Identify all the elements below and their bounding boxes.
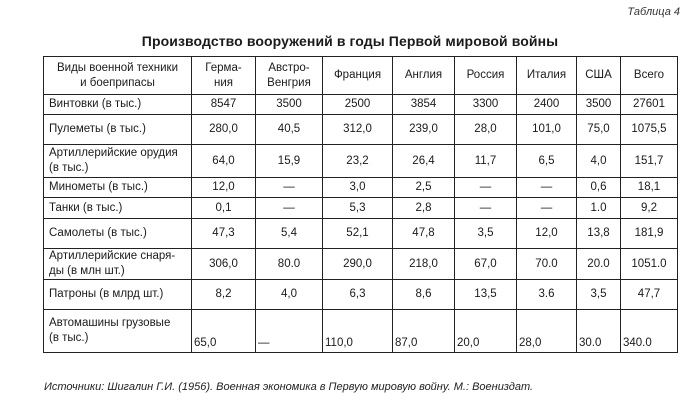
table-cell: 11,7 — [455, 145, 517, 178]
table-cell: 70.0 — [517, 249, 577, 280]
table-cell: 218,0 — [393, 249, 455, 280]
table-cell: 87,0 — [393, 310, 455, 353]
row-label: Артиллерийские снаря- ды (в млн шт.) — [44, 249, 192, 280]
table-cell: 5,4 — [256, 219, 323, 249]
table-cell: 9,2 — [621, 198, 678, 219]
table-title: Производство вооружений в годы Первой мировой войны — [141, 33, 559, 49]
column-header: Франция — [323, 57, 393, 95]
table-cell: 3,0 — [323, 178, 393, 198]
table-row — [44, 178, 678, 198]
table-cell: 30.0 — [577, 310, 621, 353]
table-number-label: Таблица 4 — [627, 6, 680, 18]
column-header: Австро- Венгрия — [256, 57, 323, 95]
table-cell: 101,0 — [517, 115, 577, 145]
table-cell: 47,8 — [393, 219, 455, 249]
table-cell: 18,1 — [621, 178, 678, 198]
table-cell: 75,0 — [577, 115, 621, 145]
source-note: Источники: Шигалин Г.И. (1956). Военная экономика в Первую мировую войну. М.: Воениздат. — [44, 381, 534, 393]
table-cell: 280,0 — [192, 115, 256, 145]
table-row — [44, 115, 678, 145]
table-cell: 13,5 — [455, 280, 517, 310]
row-label: Автомашины грузовые (в тыс.) — [44, 310, 192, 353]
row-label: Винтовки (в тыс.) — [44, 95, 192, 115]
table-row — [44, 145, 678, 178]
table-cell: 6,3 — [323, 280, 393, 310]
table-cell: 47,3 — [192, 219, 256, 249]
table-cell: 3300 — [455, 95, 517, 115]
table-cell: 290,0 — [323, 249, 393, 280]
table-cell: 2,8 — [393, 198, 455, 219]
table-cell: 3854 — [393, 95, 455, 115]
table-cell: 239,0 — [393, 115, 455, 145]
table-cell: 340.0 — [621, 310, 678, 353]
row-label: Минометы (в тыс.) — [44, 178, 192, 198]
table-cell: 26,4 — [393, 145, 455, 178]
table-cell: 2500 — [323, 95, 393, 115]
column-header: Всего — [621, 57, 678, 95]
table-cell: 15,9 — [256, 145, 323, 178]
table-cell: 3500 — [577, 95, 621, 115]
table-cell: 47,7 — [621, 280, 678, 310]
column-header: Италия — [517, 57, 577, 95]
table-row — [44, 280, 678, 310]
table-header-row — [44, 57, 678, 95]
table-cell: 181,9 — [621, 219, 678, 249]
table-cell: 52,1 — [323, 219, 393, 249]
table-cell: 8,2 — [192, 280, 256, 310]
table-cell: — — [256, 310, 323, 353]
table-cell: 2400 — [517, 95, 577, 115]
column-header: Англия — [393, 57, 455, 95]
table-cell: 28,0 — [517, 310, 577, 353]
table-cell: 27601 — [621, 95, 678, 115]
table-cell: 110,0 — [323, 310, 393, 353]
table-cell: 23,2 — [323, 145, 393, 178]
table-cell: 13,8 — [577, 219, 621, 249]
table-cell: 12,0 — [192, 178, 256, 198]
table-cell: 8,6 — [393, 280, 455, 310]
table-cell: 0,1 — [192, 198, 256, 219]
table-cell: 28,0 — [455, 115, 517, 145]
table-cell: 1051.0 — [621, 249, 678, 280]
table-row — [44, 249, 678, 280]
table-cell: 80.0 — [256, 249, 323, 280]
table-cell: — — [517, 178, 577, 198]
table-row — [44, 198, 678, 219]
table-cell: 12,0 — [517, 219, 577, 249]
column-header: США — [577, 57, 621, 95]
table-cell: 4,0 — [256, 280, 323, 310]
table-cell: 1.0 — [577, 198, 621, 219]
table-cell: 5,3 — [323, 198, 393, 219]
table-cell: 3500 — [256, 95, 323, 115]
table-cell: 3.6 — [517, 280, 577, 310]
table-cell: 3,5 — [577, 280, 621, 310]
table-cell: 65,0 — [192, 310, 256, 353]
table-cell: 0,6 — [577, 178, 621, 198]
row-label: Артиллерийские орудия (в тыс.) — [44, 145, 192, 178]
table-row — [44, 95, 678, 115]
table-cell: 20,0 — [455, 310, 517, 353]
row-label: Пулеметы (в тыс.) — [44, 115, 192, 145]
table-cell: 64,0 — [192, 145, 256, 178]
table-cell: 2,5 — [393, 178, 455, 198]
table-cell: — — [517, 198, 577, 219]
table-cell: — — [256, 178, 323, 198]
table-cell: — — [455, 178, 517, 198]
row-label: Танки (в тыс.) — [44, 198, 192, 219]
row-label: Самолеты (в тыс.) — [44, 219, 192, 249]
table-cell: 312,0 — [323, 115, 393, 145]
table-cell: — — [256, 198, 323, 219]
table-cell: 67,0 — [455, 249, 517, 280]
table-row — [44, 310, 678, 353]
table-cell: 20.0 — [577, 249, 621, 280]
row-label: Патроны (в млрд шт.) — [44, 280, 192, 310]
table-cell: 151,7 — [621, 145, 678, 178]
table-cell: 1075,5 — [621, 115, 678, 145]
table-cell: 6,5 — [517, 145, 577, 178]
table-cell: 40,5 — [256, 115, 323, 145]
column-header: Россия — [455, 57, 517, 95]
column-header: Герма- ния — [192, 57, 256, 95]
table-row — [44, 219, 678, 249]
armaments-table — [43, 56, 678, 353]
table-cell: 4,0 — [577, 145, 621, 178]
table-cell: — — [455, 198, 517, 219]
table-cell: 3,5 — [455, 219, 517, 249]
column-header: Виды военной техники и боеприпасы — [44, 57, 192, 95]
table-cell: 8547 — [192, 95, 256, 115]
table-cell: 306,0 — [192, 249, 256, 280]
